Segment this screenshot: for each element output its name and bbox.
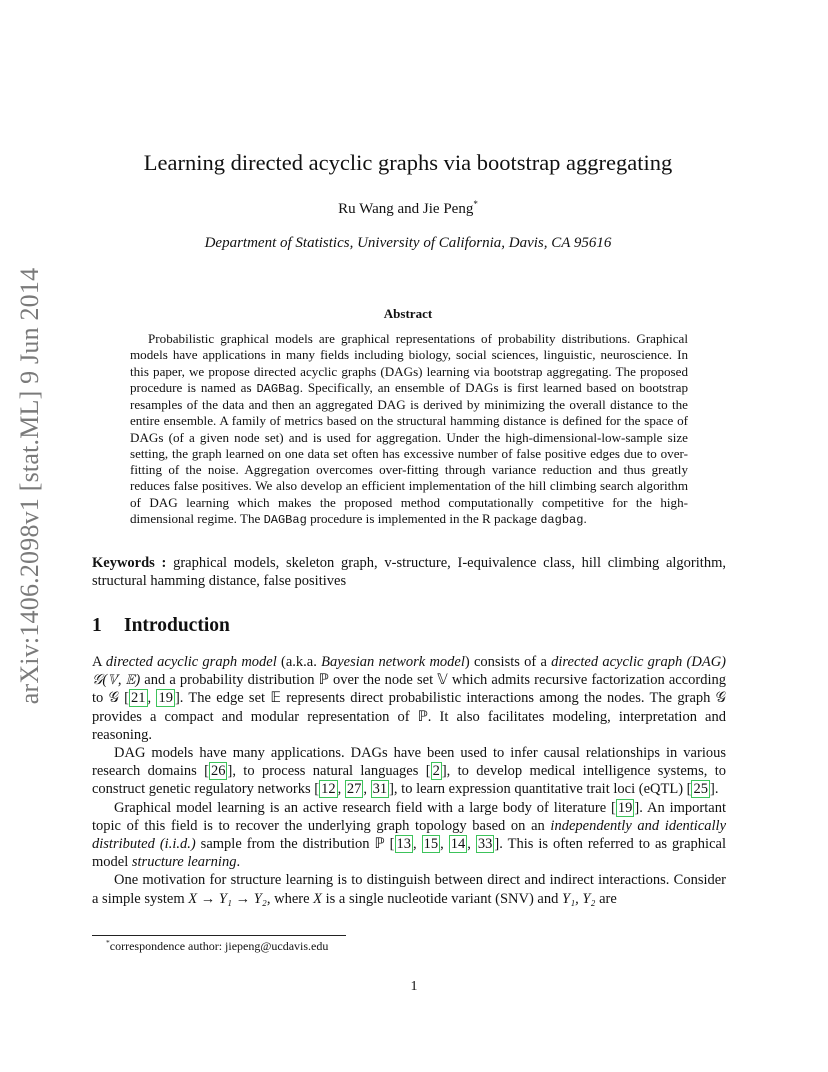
section-heading — [92, 615, 230, 637]
footnote-text: correspondence author: jiepeng@ucdavis.edu — [109, 939, 329, 953]
abstract-code-dagbag: DAGBag — [256, 381, 300, 396]
author-footnote-mark: * — [473, 199, 478, 209]
text-run: ]. — [709, 781, 719, 798]
text-run: One motivation for structure learning is to distinguish between direct and indirect interactions. Consider a simple system — [92, 872, 726, 907]
abstract-text-3: procedure is implemented in the R package — [306, 510, 541, 526]
abstract-heading: Abstract — [383, 306, 433, 321]
text-run: ]. This is often referred to as graphical model — [92, 836, 726, 871]
text-run: and a probability distribution ℙ over the node set 𝕍 which admits recursive factorization according to 𝒢 [ — [92, 672, 726, 707]
text-run: ]. An important topic of this field is to recover the underlying graph topology based on an — [92, 799, 726, 834]
text-run: , — [440, 836, 449, 853]
text-run: is a single nucleotide variant (SNV) and — [322, 890, 562, 907]
text-run: , — [363, 781, 371, 798]
keywords-text: graphical models, skeleton graph, v-structure, I-equivalence class, hill climbing algorithm, structural hamming distance, false positives — [92, 555, 726, 589]
citation-link[interactable]: 13 — [396, 836, 412, 853]
text-run: DAG models have many applications. DAGs have been used to infer causal relationships in various research domains [ — [92, 745, 726, 780]
citation-link[interactable]: 31 — [372, 781, 388, 798]
paragraph — [92, 799, 726, 872]
paragraph — [92, 744, 726, 799]
citation-link[interactable]: 27 — [346, 781, 362, 798]
author-names: Ru Wang and Jie Peng — [338, 201, 474, 217]
italic-term: structure learning — [131, 854, 237, 871]
text-run: , — [147, 690, 157, 707]
text-run: , — [337, 781, 345, 798]
text-run: Graphical model learning is an active research field with a large body of literature [ — [114, 799, 616, 816]
text-run: ) consists of a — [464, 654, 552, 670]
introduction-body — [92, 653, 726, 908]
authors — [90, 199, 726, 218]
italic-term: directed acyclic graph (DAG) 𝒢(𝕍, 𝔼) — [92, 654, 726, 689]
italic-term: Bayesian network model — [321, 654, 465, 670]
text-run: sample from the distribution ℙ [ — [195, 836, 395, 853]
keywords — [92, 554, 726, 590]
text-run: ], to learn expression quantitative trait loci (eQTL) [ — [389, 781, 692, 798]
paragraph — [92, 653, 726, 744]
abstract-text-4: . — [583, 510, 587, 526]
text-run: A — [92, 654, 106, 670]
abstract-body — [130, 331, 688, 528]
abstract-code-dagbag-2: DAGBag — [263, 512, 307, 527]
paragraph — [92, 871, 726, 907]
text-run: , where — [266, 890, 314, 907]
citation-link[interactable]: 15 — [423, 836, 439, 853]
footnote-mark: * — [106, 938, 110, 947]
section-title: Introduction — [124, 615, 230, 636]
citation-link[interactable]: 21 — [131, 690, 146, 707]
italic-term: independently and identically distributed (i.i.d.) — [92, 817, 726, 853]
arxiv-stamp-text: arXiv:1406.2098v1 [stat.ML] 9 Jun 2014 — [15, 267, 44, 705]
text-run: , — [413, 836, 422, 853]
arxiv-stamp — [10, 267, 50, 705]
math-expression: X — [313, 890, 322, 907]
text-run: ]. The edge set 𝔼 represents direct probabilistic interactions among the nodes. The graph 𝒢 provides a compact and modular representation of ℙ. It also facilitates modeling, interpretation and reasoning. — [92, 690, 727, 743]
text-run: . — [236, 854, 241, 871]
citation-link[interactable]: 12 — [321, 781, 336, 798]
abstract-text-2: . Specifically, an ensemble of DAGs is first learned based on bootstrap resamples of the data and then an aggregated DAG is derived by minimizing the overall distance to the entire ensemble. A family of metrics based on the structural hamming distance is defined for the space of DAGs (of a given node set) and is used for aggregation. Under the high-dimensional-low-sample size setting, the graph learned on one data set often has excessive number of false positive edges due to over-fitting of the noise. Aggregation overcomes over-fitting through variance reduction and thus greatly reduces false positives. We also develop an efficient implementation of the hill climbing search algorithm of DAG learning which makes the proposed method computationally competitive for the high-dimensional regime. The — [130, 379, 688, 526]
citation-link[interactable]: 33 — [477, 836, 493, 853]
text-run: are — [595, 890, 617, 907]
citation-link[interactable]: 19 — [158, 690, 173, 707]
abstract-text-1: Probabilistic graphical models are graphical representations of probability distributions. Graphical models have applications in many fields including biology, social sciences, linguistic, neuroscience. In this paper, we propose directed acyclic graphs (DAGs) learning via bootstrap aggregating. The proposed procedure is named as — [130, 331, 688, 395]
affiliation: Department of Statistics, University of California, Davis, CA 95616 — [204, 235, 612, 251]
paper-title: Learning directed acyclic graphs via bootstrap aggregating — [143, 150, 673, 175]
page-number: 1 — [410, 979, 418, 994]
text-run: ], to develop medical intelligence systems, to construct genetic regulatory networks [ — [92, 763, 726, 798]
citation-link[interactable]: 2 — [432, 763, 440, 780]
italic-term: directed acyclic graph model — [105, 654, 277, 670]
citation-link[interactable]: 25 — [693, 781, 708, 798]
text-run: (a.k.a. — [276, 654, 322, 670]
abstract-code-package: dagbag — [540, 512, 584, 527]
footnote — [106, 938, 328, 954]
keywords-label: Keywords : — [92, 555, 167, 571]
math-expression: Y₁, Y₂ — [562, 890, 596, 907]
math-expression: X → Y₁ → Y₂ — [188, 890, 267, 907]
section-number: 1 — [92, 615, 102, 636]
footnote-rule — [92, 935, 346, 936]
citation-link[interactable]: 14 — [450, 836, 466, 853]
citation-link[interactable]: 26 — [210, 763, 226, 780]
text-run: , — [467, 836, 476, 853]
citation-link[interactable]: 19 — [617, 799, 633, 816]
text-run: ], to process natural languages [ — [227, 763, 431, 780]
